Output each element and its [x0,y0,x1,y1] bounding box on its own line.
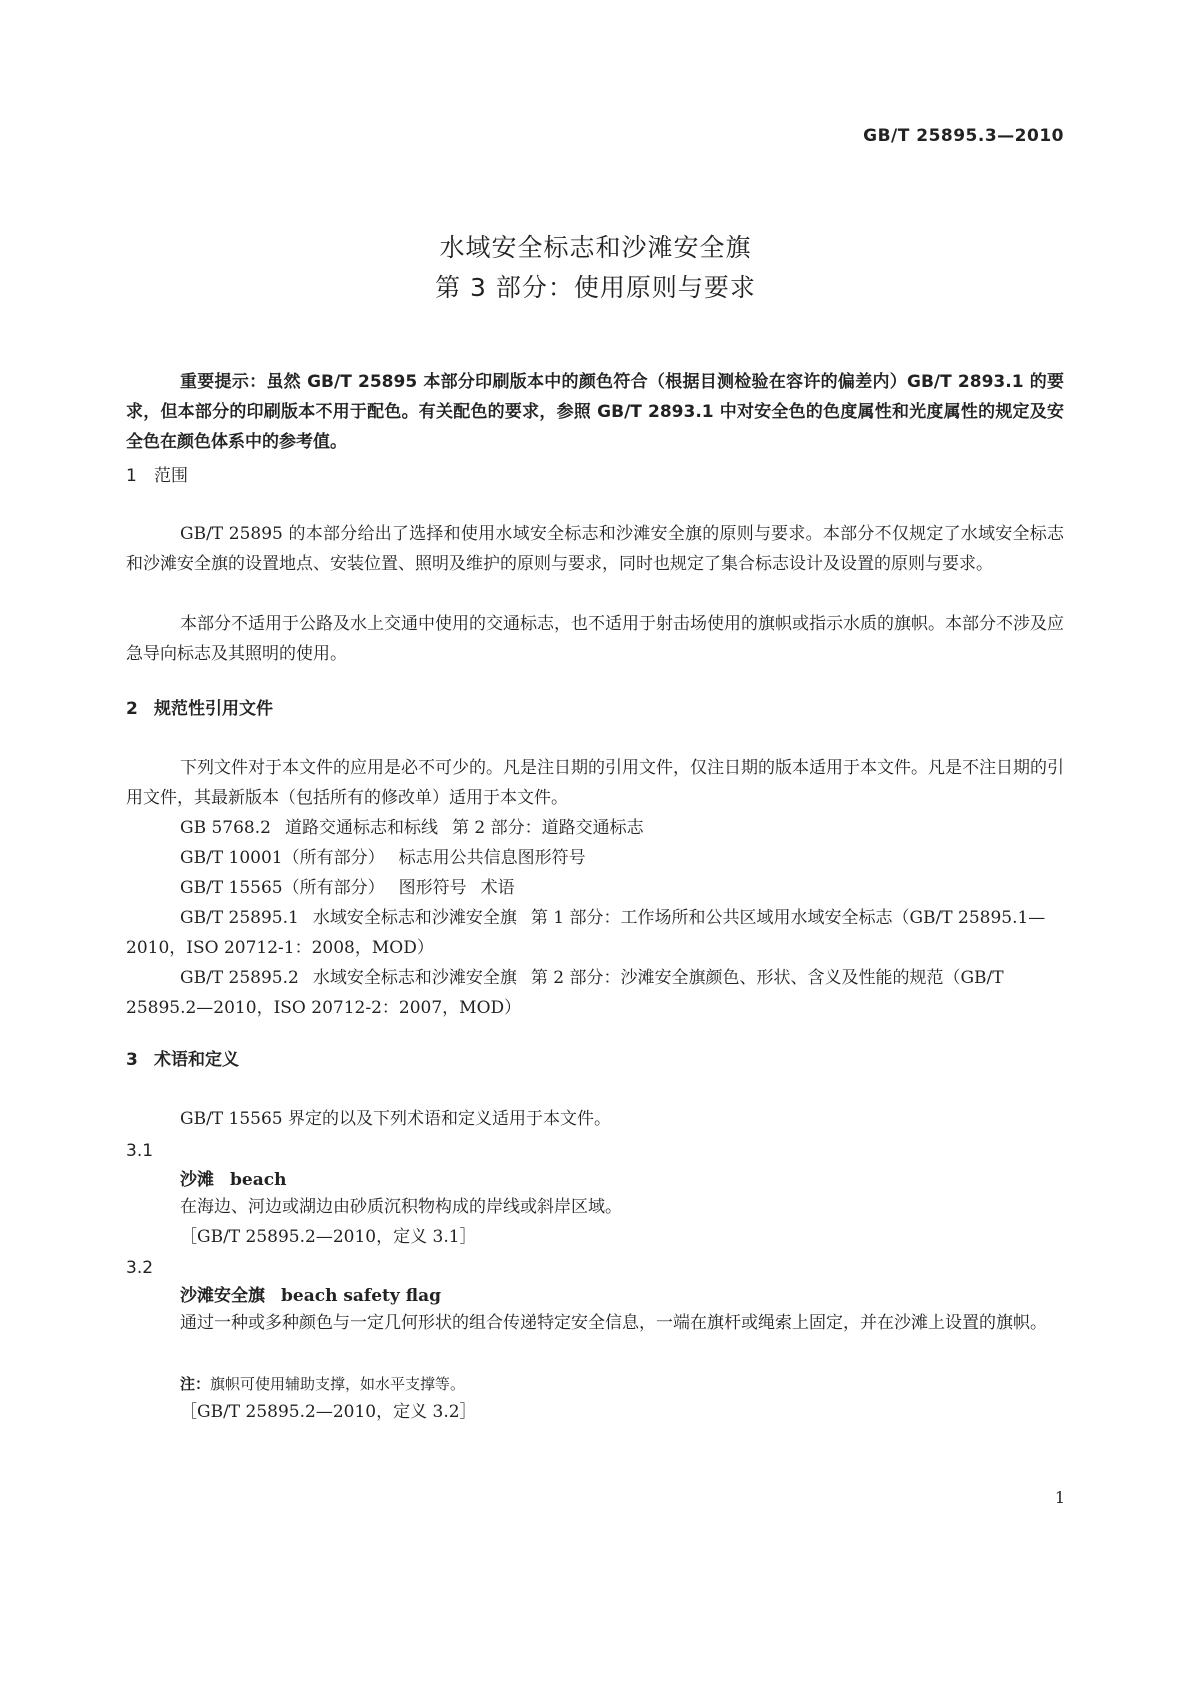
section-3-heading [126,1048,239,1072]
title-line-2: 第 3 部分：使用原则与要求 [435,273,756,302]
reference-title: 水域安全标志和沙滩安全旗 [312,968,517,988]
term-chinese: 沙滩 [180,1170,214,1190]
reference-part: 术语 [480,878,515,898]
reference-code: GB/T 15565（所有部分） [180,878,385,898]
term-source: ［GB/T 25895.2—2010，定义 3.1］ [180,1227,477,1247]
reference-title: 图形符号 [398,878,467,898]
standard-code: GB/T 25895.3—2010 [863,126,1064,146]
document-title [0,228,1191,308]
note-label: 注： [180,1375,211,1393]
page-number: 1 [1054,1488,1065,1507]
term-english: beach safety flag [281,1286,441,1306]
term-definition: 在海边、河边或湖边由砂质沉积物构成的岸线或斜岸区域。 [180,1197,622,1217]
scope-paragraph-1: GB/T 25895 的本部分给出了选择和使用水域安全标志和沙滩安全旗的原则与要求。本部分不仅规定了水域安全标志和沙滩安全旗的设置地点、安装位置、照明及维护的原则与要求，同时也规定了集合标志设计及设置的原则与要求。 [126,524,1064,574]
section-1-heading [126,464,188,488]
normative-intro: 下列文件对于本文件的应用是必不可少的。凡是注日期的引用文件，仅注日期的版本适用于本文件。凡是不注日期的引用文件，其最新版本（包括所有的修改单）适用于本文件。 [126,758,1064,808]
note-text: 旗帜可使用辅助支撑，如水平支撑等。 [210,1375,466,1393]
section-title: 范围 [154,466,188,486]
term-english: beach [230,1170,287,1190]
reference-item [126,843,1064,873]
section-title: 规范性引用文件 [154,699,273,719]
section-number: 1 [126,466,137,486]
scope-paragraph-2: 本部分不适用于公路及水上交通中使用的交通标志，也不适用于射击场使用的旗帜或指示水质的旗帜。本部分不涉及应急导向标志及其照明的使用。 [126,614,1064,664]
term-source: ［GB/T 25895.2—2010，定义 3.2］ [180,1402,477,1422]
reference-code: GB/T 10001（所有部分） [180,848,385,868]
important-notice: 重要提示：虽然 GB/T 25895 本部分印刷版本中的颜色符合（根据目测检验在容许的偏差内）GB/T 2893.1 的要求，但本部分的印刷版本不用于配色。有关配色的要求，参照 GB/T 2893.1 中对安全色的色度属性和光度属性的规定及安全色在颜色体系中的参考值。 [126,372,1064,452]
section-title: 术语和定义 [154,1050,239,1070]
clause-number: 3.2 [126,1258,154,1278]
reference-item [126,903,1064,963]
reference-code: GB/T 25895.1 [180,908,299,928]
term-entry [180,1284,441,1308]
reference-item [126,873,1064,903]
reference-part: 第 2 部分：沙滩安全旗颜色、形状、含义及性能的规范（GB/T 25895.2—2010，ISO 20712-2：2007，MOD） [126,968,1004,1018]
term-definition: 通过一种或多种颜色与一定几何形状的组合传递特定安全信息，一端在旗杆或绳索上固定，并在沙滩上设置的旗帜。 [180,1313,1047,1333]
section-2-heading [126,697,273,721]
reference-part: 第 1 部分：工作场所和公共区域用水域安全标志（GB/T 25895.1—2010，ISO 20712-1：2008，MOD） [126,908,1046,958]
reference-title: 道路交通标志和标线 [284,818,438,838]
term-chinese: 沙滩安全旗 [180,1286,265,1306]
reference-title: 水域安全标志和沙滩安全旗 [312,908,517,928]
reference-code: GB/T 25895.2 [180,968,299,988]
title-line-1: 水域安全标志和沙滩安全旗 [439,233,752,262]
section-number: 2 [126,699,138,719]
reference-item [126,813,1064,843]
reference-title: 标志用公共信息图形符号 [398,848,586,868]
term-note [180,1369,465,1399]
reference-code: GB 5768.2 [180,818,271,838]
section-number: 3 [126,1050,138,1070]
terms-intro: GB/T 15565 界定的以及下列术语和定义适用于本文件。 [180,1109,612,1129]
term-entry [180,1168,286,1192]
clause-number: 3.1 [126,1141,154,1161]
reference-item [126,963,1064,1023]
reference-part: 第 2 部分：道路交通标志 [451,818,644,838]
